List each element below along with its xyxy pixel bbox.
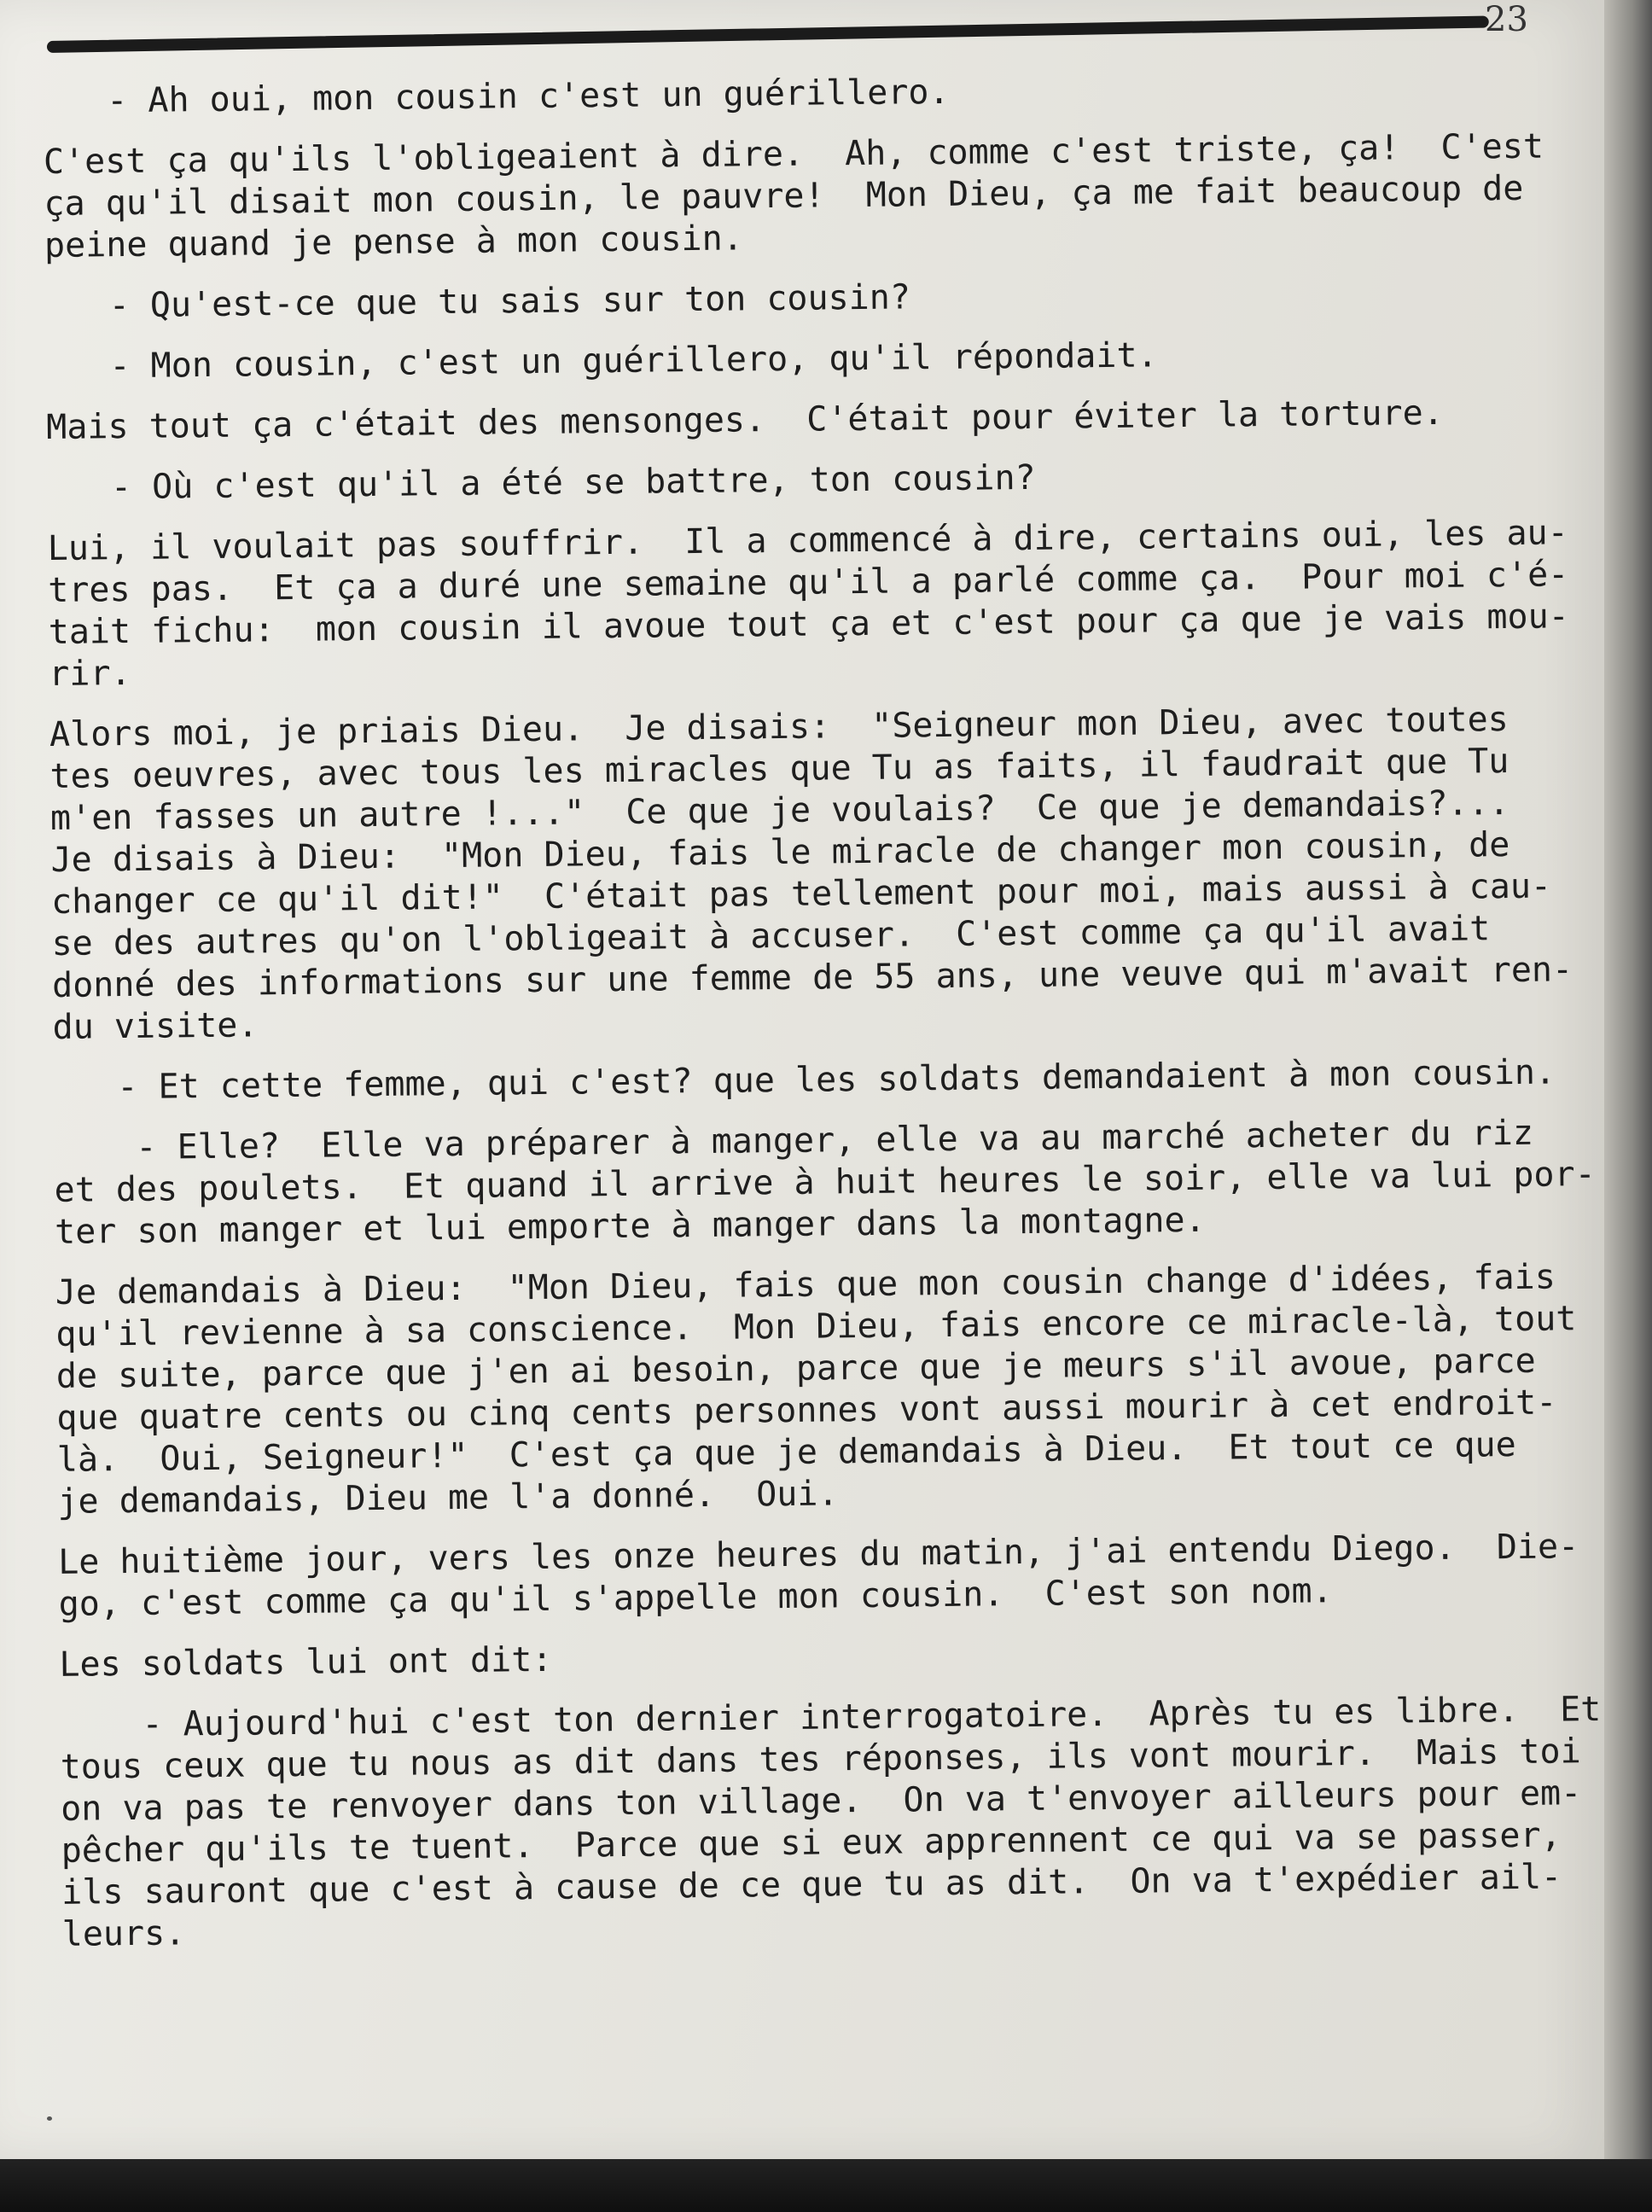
text-line: se des autres qu'on l'obligeait à accuser. C'est comme ça qu'il avait	[51, 909, 1491, 963]
text-line: rir.	[49, 653, 131, 694]
narrative-paragraph	[44, 125, 1597, 267]
narrative-paragraph	[59, 1628, 1604, 1686]
text-line: ils sauront que c'est à cause de ce que tu as dit. On va t'expédier ail-	[61, 1857, 1562, 1912]
background-surface	[0, 2159, 1652, 2212]
text-line: Les soldats lui ont dit:	[59, 1639, 553, 1685]
text-line: leurs.	[61, 1913, 186, 1954]
text-line: de suite, parce que j'en ai besoin, parce que je meurs s'il avoue, parce	[55, 1341, 1536, 1396]
text-line: - Mon cousin, c'est un guérillero, qu'il répondait.	[109, 335, 1158, 387]
text-line: go, c'est comme ça qu'il s'appelle mon cousin. C'est son nom.	[58, 1571, 1333, 1624]
text-line: - Aujourd'hui c'est ton dernier interrogatoire. Après tu es libre. Et	[59, 1689, 1602, 1745]
text-line: Je demandais à Dieu: "Mon Dieu, fais que mon cousin change d'idées, fais	[55, 1257, 1556, 1313]
narrative-paragraph	[47, 512, 1602, 696]
dialogue-paragraph	[60, 1689, 1604, 1956]
dialogue-paragraph	[45, 270, 1598, 328]
text-line: que quatre cents ou cinq cents personnes vont aussi mourir à cet endroit-	[56, 1382, 1557, 1438]
text-line: pêcher qu'ils te tuent. Parce que si eux apprennent ce qui va se passer,	[61, 1815, 1562, 1871]
text-line: changer ce qu'il dit!" C'était pas tellement pour moi, mais aussi à cau-	[50, 866, 1552, 922]
narrative-paragraph	[55, 1256, 1604, 1523]
text-line: là. Oui, Seigneur!" C'est ça que je demandais à Dieu. Et tout ce que	[56, 1425, 1516, 1480]
dialogue-paragraph	[47, 451, 1600, 509]
text-line: m'en fasses un autre !..." Ce que je voulais? Ce que je demandais?...	[49, 783, 1510, 838]
text-line: donné des informations sur une femme de 55 ans, une veuve qui m'avait ren-	[51, 950, 1573, 1005]
text-line: je demandais, Dieu me l'a donné. Oui.	[57, 1474, 839, 1522]
text-line: Le huitième jour, vers les onze heures du matin, j'ai entendu Diego. Die-	[57, 1527, 1579, 1582]
text-line: C'est ça qu'ils l'obligeaient à dire. Ah, comme c'est triste, ça! C'est	[43, 126, 1544, 182]
ink-speck	[47, 2116, 52, 2121]
dialogue-paragraph	[53, 1051, 1604, 1109]
text-line: ça qu'il disait mon cousin, le pauvre! Mon Dieu, ça me fait beaucoup de	[44, 168, 1524, 224]
text-line: - Où c'est qu'il a été se battre, ton cousin?	[110, 457, 1036, 508]
text-line: - Elle? Elle va préparer à manger, elle va au marché acheter du riz	[53, 1113, 1534, 1168]
header-rule	[47, 16, 1489, 53]
text-line: Alors moi, je priais Dieu. Je disais: "Seigneur mon Dieu, avec toutes	[49, 700, 1509, 754]
text-line: on va pas te renvoyer dans ton village. On va t'envoyer ailleurs pour em-	[60, 1773, 1582, 1829]
body-text	[43, 65, 1604, 1975]
narrative-paragraph	[46, 391, 1599, 449]
text-line: tres pas. Et ça a duré une semaine qu'il a parlé comme ça. Pour moi c'é-	[48, 555, 1569, 610]
text-line: - Ah oui, mon cousin c'est un guérillero.	[107, 72, 950, 121]
text-line: du visite.	[52, 1005, 259, 1047]
page-edge-shadow	[1604, 0, 1652, 2159]
text-line: et des poulets. Et quand il arrive à huit heures le soir, elle va lui por-	[54, 1155, 1596, 1210]
text-line: Mais tout ça c'était des mensonges. C'était pour éviter la torture.	[46, 393, 1444, 447]
text-line: ter son manger et lui emporte à manger dans la montagne.	[54, 1200, 1206, 1252]
text-line: Lui, il voulait pas souffrir. Il a commencé à dire, certains oui, les au-	[47, 513, 1568, 568]
dialogue-paragraph	[54, 1112, 1604, 1254]
text-line: tes oeuvres, avec tous les miracles que Tu as faits, il faudrait que Tu	[49, 742, 1509, 796]
text-line: peine quand je pense à mon cousin.	[44, 218, 744, 265]
text-line: qu'il revienne à sa conscience. Mon Dieu, fais encore ce miracle-là, tout	[55, 1299, 1577, 1354]
narrative-paragraph	[49, 698, 1604, 1049]
text-line: Je disais à Dieu: "Mon Dieu, fais le miracle de changer mon cousin, de	[50, 825, 1510, 880]
text-line: - Et cette femme, qui c'est? que les soldats demandaient à mon cousin.	[117, 1052, 1556, 1108]
text-line: tous ceux que tu nous as dit dans tes réponses, ils vont mourir. Mais toi	[60, 1732, 1581, 1787]
dialogue-paragraph	[45, 330, 1598, 388]
dialogue-paragraph	[43, 65, 1596, 123]
page-number: 23	[1485, 0, 1528, 39]
narrative-paragraph	[58, 1526, 1604, 1626]
text-line: - Qu'est-ce que tu sais sur ton cousin?	[108, 277, 911, 326]
text-line: tait fichu: mon cousin il avoue tout ça et c'est pour ça que je vais mou-	[48, 597, 1569, 652]
